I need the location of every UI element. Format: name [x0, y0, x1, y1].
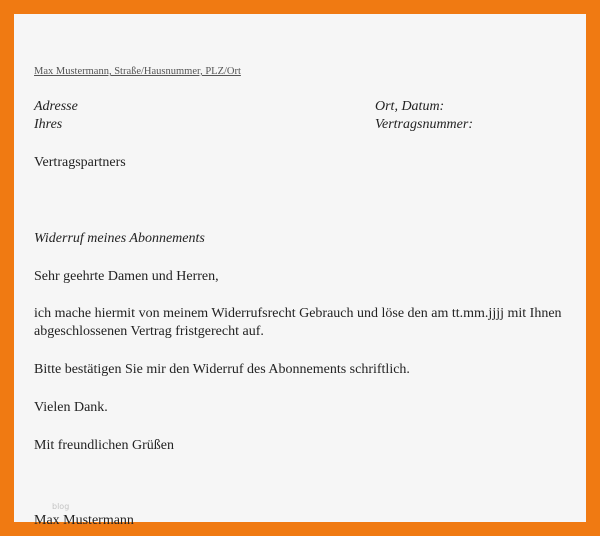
address-line-1: Adresse — [34, 99, 78, 114]
subject-line: Widerruf meines Abonnements — [34, 231, 205, 246]
contract-number-label: Vertragsnummer: — [375, 117, 473, 132]
place-date-label: Ort, Datum: — [375, 99, 445, 114]
watermark: blog — [52, 502, 70, 511]
closing-line: Mit freundlichen Grüßen — [34, 438, 174, 453]
salutation: Sehr geehrte Damen und Herren, — [34, 269, 219, 284]
recipient-address — [34, 98, 78, 134]
contract-partner-line: Vertragspartners — [34, 155, 126, 170]
thanks-line: Vielen Dank. — [34, 400, 108, 415]
address-line-2: Ihres — [34, 117, 63, 132]
sender-line: Max Mustermann, Straße/Hausnummer, PLZ/Ort — [34, 66, 241, 77]
signature-name: Max Mustermann — [34, 513, 134, 528]
body-paragraph-1-line-1: ich mache hiermit von meinem Widerrufsrecht Gebrauch und löse den am tt.mm.jjjj mit Ihnen — [34, 306, 562, 321]
body-paragraph-1-line-2: abgeschlossenen Vertrag fristgerecht auf. — [34, 324, 264, 339]
date-and-contract-block — [375, 98, 473, 134]
body-paragraph-1 — [34, 305, 596, 341]
body-paragraph-2: Bitte bestätigen Sie mir den Widerruf des Abonnements schriftlich. — [34, 362, 410, 377]
